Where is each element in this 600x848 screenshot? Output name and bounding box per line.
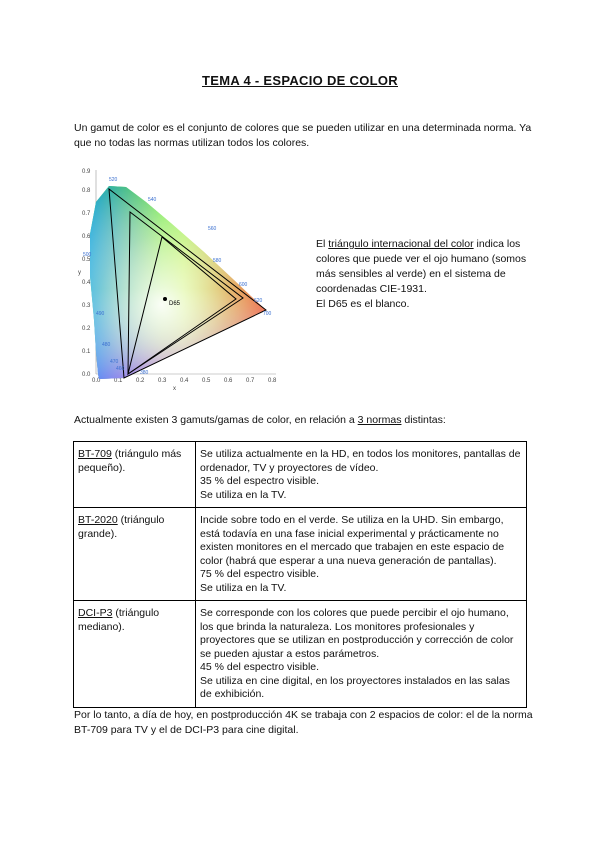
wavelength-label: 490 xyxy=(96,311,105,317)
x-tick: 0.7 xyxy=(246,378,255,384)
norm-desc: (triángulo más pequeño). xyxy=(78,448,182,474)
normas-link[interactable]: 3 normas xyxy=(357,414,402,426)
wavelength-label: 520 xyxy=(109,177,118,183)
y-tick: 0.6 xyxy=(82,234,91,240)
intro-paragraph: Un gamut de color es el conjunto de colores que se pueden utilizar en una determinada norma. Ya que no todas las normas utilizan todos los colores. xyxy=(74,122,532,149)
x-tick: 0.0 xyxy=(92,378,101,384)
y-axis-label: y xyxy=(78,270,81,276)
gamut-table xyxy=(73,441,527,708)
y-tick: 0.2 xyxy=(82,326,91,332)
y-tick: 0.5 xyxy=(82,257,91,263)
cie-triangle-link[interactable]: triángulo internacional del color xyxy=(328,238,474,250)
x-tick: 0.8 xyxy=(268,378,277,384)
wavelength-label: 480 xyxy=(102,342,111,348)
table-row xyxy=(74,442,527,508)
norm-desc: (triángulo mediano). xyxy=(78,607,160,633)
conclusion-paragraph: Por lo tanto, a día de hoy, en postproducción 4K se trabaja con 2 espacios de color: el de la norma BT-709 para TV y el de DCI-P3 para cine digital. xyxy=(74,709,533,736)
wavelength-label: 620 xyxy=(254,298,263,304)
table-row xyxy=(74,508,527,601)
description-line: 45 % del espectro visible. xyxy=(200,661,320,673)
cie-chart xyxy=(76,162,291,392)
table-row xyxy=(74,601,527,708)
y-tick: 0.8 xyxy=(82,188,91,194)
d65-label: D65 xyxy=(169,301,181,307)
norm-name[interactable]: BT-709 xyxy=(78,448,112,460)
x-axis-label: x xyxy=(173,386,176,392)
x-tick: 0.5 xyxy=(202,378,211,384)
y-tick: 0.0 xyxy=(82,372,91,378)
x-tick: 0.1 xyxy=(114,378,123,384)
norm-cell xyxy=(74,442,196,508)
description-line: 75 % del espectro visible. xyxy=(200,568,320,580)
wavelength-label: 580 xyxy=(213,258,222,264)
y-tick: 0.9 xyxy=(82,169,91,175)
description-cell xyxy=(196,601,527,708)
description-line: Se corresponde con los colores que puede percibir el ojo humano, los que brinda la naturaleza. Los monitores profesionales y proyectores que se utilizan en postproducción y corrección de color se pueden ajustar a estos parámetros. xyxy=(200,607,514,660)
description-cell xyxy=(196,442,527,508)
wavelength-label: 560 xyxy=(208,226,217,232)
gamuts-intro xyxy=(74,413,534,428)
norm-name[interactable]: BT-2020 xyxy=(78,514,118,526)
cie-diagram xyxy=(76,162,291,392)
gamuts-intro-text: Actualmente existen 3 gamuts/gamas de color, en relación a xyxy=(74,414,358,426)
note-prefix: El xyxy=(316,238,329,250)
wavelength-label: 700 xyxy=(263,311,272,317)
description-line: Se utiliza en la TV. xyxy=(200,488,287,501)
wavelength-label: 460 xyxy=(116,366,125,372)
gamuts-intro-suffix: distintas: xyxy=(401,414,446,426)
diagram-note xyxy=(316,237,531,312)
y-tick: 0.7 xyxy=(82,211,91,217)
x-tick: 0.6 xyxy=(224,378,233,384)
page-title: TEMA 4 - ESPACIO DE COLOR xyxy=(201,73,398,88)
description-line: 35 % del espectro visible. xyxy=(200,475,320,487)
d65-point xyxy=(163,297,167,301)
norm-cell xyxy=(74,601,196,708)
norm-name[interactable]: DCI-P3 xyxy=(78,607,113,619)
description-cell xyxy=(196,508,527,601)
norm-cell xyxy=(74,508,196,601)
note-text: indica los colores que puede ver el ojo humano (somos más sensibles al verde) en el sistema de coordenadas CIE-1931. xyxy=(316,238,527,295)
wavelength-label: 500 xyxy=(83,252,92,258)
y-tick: 0.4 xyxy=(82,280,91,286)
wavelength-label: 470 xyxy=(110,359,119,365)
note-d65: El D65 es el blanco. xyxy=(316,298,410,310)
description-line: Se utiliza actualmente en la HD, en todos los monitores, pantallas de ordenador, TV y proyectores de vídeo. xyxy=(200,448,521,474)
wavelength-label: 540 xyxy=(148,197,157,203)
y-tick: 0.1 xyxy=(82,349,91,355)
norm-desc: (triángulo grande). xyxy=(78,514,165,540)
x-tick: 0.4 xyxy=(180,378,189,384)
description-line: Incide sobre todo en el verde. Se utiliza en la UHD. Sin embargo, está todavía en una fase inicial experimental y prácticamente no existen monitores en el mercado que trabajen en este espacio de color (habrá que esperar a una nueva generación de pantallas). xyxy=(200,514,505,567)
wavelength-label: 600 xyxy=(239,282,248,288)
wavelength-label: 380 xyxy=(140,370,149,376)
description-line: Se utiliza en cine digital, en los proyectores instalados en las salas de exhibición. xyxy=(200,674,510,700)
y-tick: 0.3 xyxy=(82,303,91,309)
description-line: Se utiliza en la TV. xyxy=(200,581,287,594)
x-tick: 0.2 xyxy=(136,378,145,384)
x-tick: 0.3 xyxy=(158,378,167,384)
